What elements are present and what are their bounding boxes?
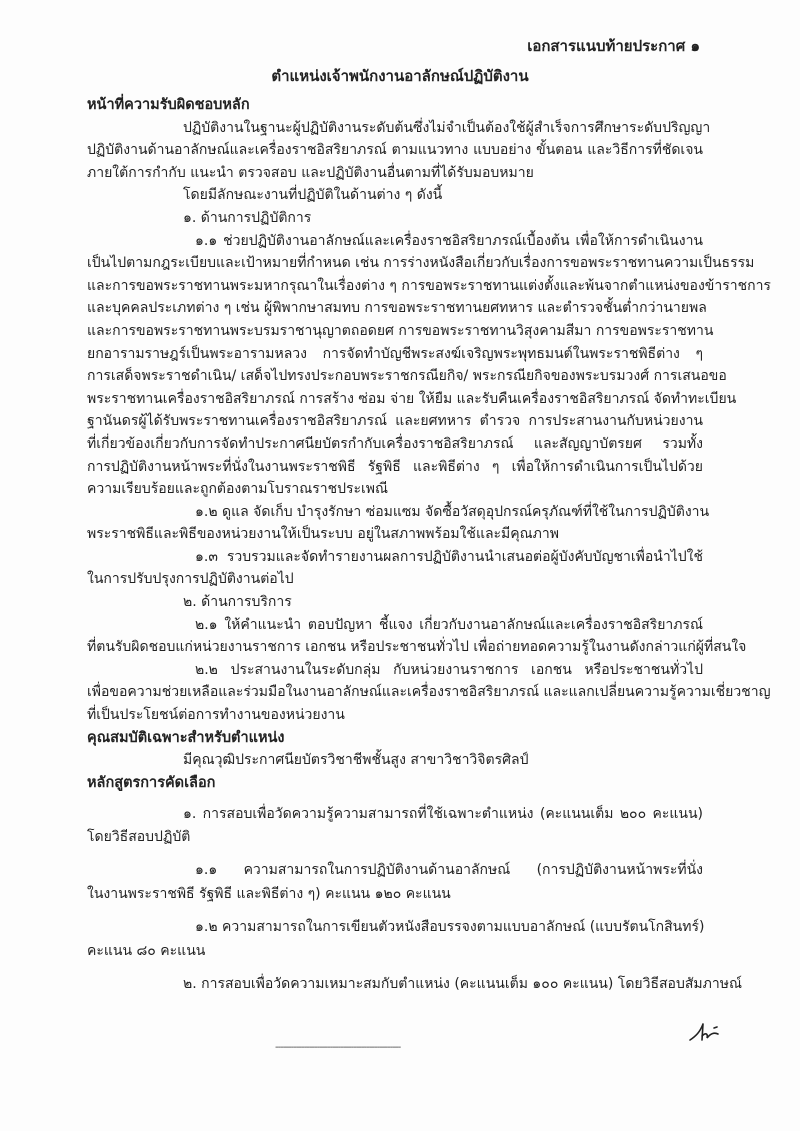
text-line: ๑.๒ ดูแล จัดเก็บ บำรุงรักษา ซ่อมแซม จัดซื้อวัสดุอุปกรณ์ครุภัณฑ์ที่ใช้ในการปฏิบัติงาน <box>195 503 710 520</box>
text-line: ๑.๒ ความสามารถในการเขียนตัวหนังสือบรรจงตามแบบอาลักษณ์ (แบบรัตนโกสินทร์) <box>195 918 705 935</box>
text-line: เพื่อขอความช่วยเหลือและร่วมมือในงานอาลักษณ์และเครื่องราชอิสริยาภรณ์ และแลกเปลี่ยนความรู้ความเชี่ยวชาญ <box>87 684 771 701</box>
text-line: ภายใต้การกำกับ แนะนำ ตรวจสอบ และปฏิบัติงานอื่นตามที่ได้รับมอบหมาย <box>87 164 534 181</box>
text-line: ที่ตนรับผิดชอบแก่หน่วยงานราชการ เอกชน หรือประชาชนทั่วไป เพื่อถ่ายทอดความรู้ในงานดังกล่าวแก่ผู้ที่สนใจ <box>87 639 747 656</box>
text-line: และการขอพระราชทานพระบรมราชานุญาตถอดยศ การขอพระราชทานวิสุงคามสีมา การขอพระราชทาน <box>87 322 714 339</box>
end-divider: ------------------------------------------------ <box>275 1042 401 1053</box>
section-heading: คุณสมบัติเฉพาะสำหรับตำแหน่ง <box>87 729 285 746</box>
text-line: โดยมีลักษณะงานที่ปฏิบัติในด้านต่าง ๆ ดังนี้ <box>183 187 443 204</box>
section-heading: หลักสูตรการคัดเลือก <box>87 774 216 791</box>
text-line: ปฏิบัติงานในฐานะผู้ปฏิบัติงานระดับต้นซึ่งไม่จำเป็นต้องใช้ผู้สำเร็จการศึกษาระดับปริญญา <box>183 119 711 136</box>
text-line: ๑.๑ ความสามารถในการปฏิบัติงานด้านอาลักษณ์ (การปฏิบัติงานหน้าพระที่นั่ง <box>195 861 703 878</box>
text-line: พระราชทานเครื่องราชอิสริยาภรณ์ การสร้าง ซ่อม จ่าย ให้ยืม และรับคืนเครื่องราชอิสริยาภรณ์ จัดทำทะเบียน <box>87 390 737 407</box>
text-line: และบุคคลประเภทต่าง ๆ เช่น ผู้พิพากษาสมทบ การขอพระราชทานยศทหาร และตำรวจชั้นต่ำกว่านายพล <box>87 300 707 317</box>
text-line: การปฏิบัติงานหน้าพระที่นั่งในงานพระราชพิธี รัฐพิธี และพิธีต่าง ๆ เพื่อให้การดำเนินการเป็นไปด้วย <box>87 458 703 475</box>
text-line: เป็นไปตามกฎระเบียบและเป้าหมายที่กำหนด เช่น การร่างหนังสือเกี่ยวกับเรื่องการขอพระราชทานความเป็นธรรม <box>87 255 755 272</box>
text-line: ในงานพระราชพิธี รัฐพิธี และพิธีต่าง ๆ) คะแนน ๑๒๐ คะแนน <box>87 886 451 903</box>
text-line: พระราชพิธีและพิธีของหน่วยงานให้เป็นระบบ อยู่ในสภาพพร้อมใช้และมีคุณภาพ <box>87 526 559 543</box>
text-line: การเสด็จพระราชดำเนิน/ เสด็จไปทรงประกอบพระราชกรณียกิจ/ พระกรณียกิจของพระบรมวงศ์ การเสนอขอ <box>87 368 727 385</box>
text-line: ฐานันดรผู้ได้รับพระราชทานเครื่องราชอิสริยาภรณ์ และยศทหาร ตำรวจ การประสานงานกับหน่วยงาน <box>87 413 703 430</box>
text-line: ยกอารามราษฎร์เป็นพระอารามหลวง การจัดทำบัญชีพระสงฆ์เจริญพระพุทธมนต์ในพระราชพิธีต่าง ๆ <box>87 345 703 362</box>
document-title: ตำแหน่งเจ้าพนักงานอาลักษณ์ปฏิบัติงาน <box>271 67 529 85</box>
document-body <box>87 94 771 996</box>
section-heading: หน้าที่ความรับผิดชอบหลัก <box>87 97 250 113</box>
text-line: และการขอพระราชทานพระมหากรุณาในเรื่องต่าง ๆ การขอพระราชทานแต่งตั้งและพ้นจากตำแหน่งของข้าราชการ <box>87 277 771 294</box>
text-line: ๑. การสอบเพื่อวัดความรู้ความสามารถที่ใช้เฉพาะตำแหน่ง (คะแนนเต็ม ๒๐๐ คะแนน) <box>183 806 703 823</box>
text-line: คะแนน ๘๐ คะแนน <box>87 943 206 960</box>
text-line: ที่เกี่ยวข้องเกี่ยวกับการจัดทำประกาศนียบัตรกำกับเครื่องราชอิสริยาภรณ์ และสัญญาบัตรยศ รวมทั้ง <box>87 435 703 452</box>
text-line: ๒.๒ ประสานงานในระดับกลุ่ม กับหน่วยงานราชการ เอกชน หรือประชาชนทั่วไป <box>195 661 703 678</box>
text-line: โดยวิธีสอบปฏิบัติ <box>87 829 191 845</box>
text-line: ๒. ด้านการบริการ <box>183 594 292 611</box>
text-line: ในการปรับปรุงการปฏิบัติงานต่อไป <box>87 571 294 588</box>
signature-initials <box>688 1018 722 1044</box>
text-line: ๑.๑ ช่วยปฏิบัติงานอาลักษณ์และเครื่องราชอิสริยาภรณ์เบื้องต้น เพื่อให้การดำเนินงาน <box>195 232 703 249</box>
text-line: ความเรียบร้อยและถูกต้องตามโบราณราชประเพณี <box>87 481 389 498</box>
text-line: ๑.๓ รวบรวมและจัดทำรายงานผลการปฏิบัติงานนำเสนอต่อผู้บังคับบัญชาเพื่อนำไปใช้ <box>195 548 703 565</box>
text-line: ปฏิบัติงานด้านอาลักษณ์และเครื่องราชอิสริยาภรณ์ ตามแนวทาง แบบอย่าง ขั้นตอน และวิธีการที่ชัดเจน <box>87 142 703 159</box>
text-line: มีคุณวุฒิประกาศนียบัตรวิชาชีพชั้นสูง สาขาวิชาวิจิตรศิลป์ <box>183 752 529 769</box>
attachment-label: เอกสารแนบท้ายประกาศ ๑ <box>527 37 700 55</box>
text-line: ที่เป็นประโยชน์ต่อการทำงานของหน่วยงาน <box>87 707 345 724</box>
text-line: ๒.๑ ให้คำแนะนำ ตอบปัญหา ชี้แจง เกี่ยวกับงานอาลักษณ์และเครื่องราชอิสริยาภรณ์ <box>195 616 703 633</box>
text-line: ๒. การสอบเพื่อวัดความเหมาะสมกับตำแหน่ง (คะแนนเต็ม ๑๐๐ คะแนน) โดยวิธีสอบสัมภาษณ์ <box>183 975 742 992</box>
text-line: ๑. ด้านการปฏิบัติการ <box>183 209 312 226</box>
